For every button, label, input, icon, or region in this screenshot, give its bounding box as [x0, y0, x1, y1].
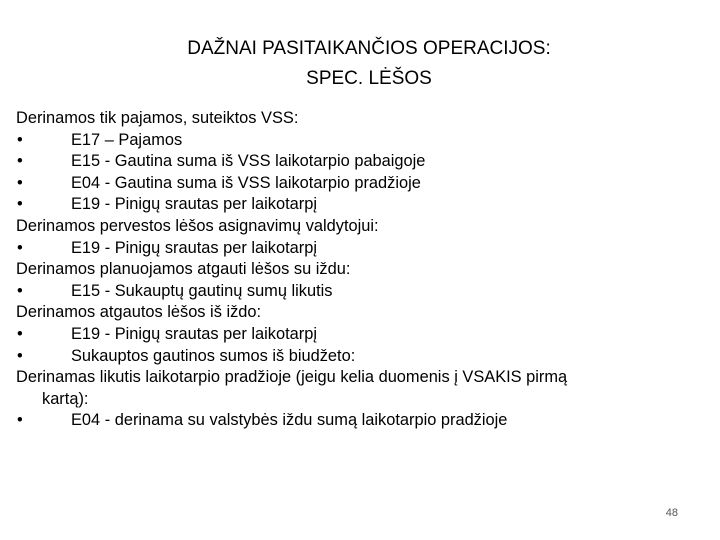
bullet-dot: •: [17, 238, 23, 257]
section-heading: Derinamos planuojamos atgauti lėšos su iždu:: [16, 260, 351, 279]
title-line-1: DAŽNAI PASITAIKANČIOS OPERACIJOS:: [187, 38, 551, 59]
bullet-dot: •: [17, 411, 23, 430]
bullet-item: • Sukauptos gautinos sumos iš biudžeto:: [16, 346, 706, 368]
bullet-dot: •: [17, 281, 23, 300]
bullet-item: • E17 – Pajamos: [16, 130, 706, 152]
slide-body: [16, 108, 706, 432]
bullet-dot: •: [17, 195, 23, 214]
bullet-dot: •: [17, 324, 23, 343]
section-heading: Derinamos atgautos lėšos iš iždo:: [16, 303, 262, 322]
section-heading-continuation: kartą):: [42, 389, 89, 408]
slide-title: [0, 34, 720, 94]
bullet-item: • E04 - derinama su valstybės iždu sumą laikotarpio pradžioje: [16, 410, 706, 432]
section-heading: Derinamos pervestos lėšos asignavimų valdytojui:: [16, 216, 379, 235]
title-line-2: SPEC. LĖŠOS: [306, 68, 432, 89]
bullet-dot: •: [17, 173, 23, 192]
bullet-item: • E19 - Pinigų srautas per laikotarpį: [16, 324, 706, 346]
bullet-dot: •: [17, 152, 23, 171]
section-heading: Derinamos tik pajamos, suteiktos VSS:: [16, 109, 299, 127]
bullet-dot: •: [17, 346, 23, 365]
section-heading: Derinamas likutis laikotarpio pradžioje (jeigu kelia duomenis į VSAKIS pirmą: [16, 368, 568, 387]
bullet-dot: •: [17, 130, 23, 149]
page-number: 48: [665, 507, 678, 519]
bullet-item: • E19 - Pinigų srautas per laikotarpį: [16, 238, 706, 260]
bullet-item: • E15 - Gautina suma iš VSS laikotarpio pabaigoje: [16, 151, 706, 173]
bullet-item: • E19 - Pinigų srautas per laikotarpį: [16, 194, 706, 216]
bullet-item: • E04 - Gautina suma iš VSS laikotarpio pradžioje: [16, 173, 706, 195]
bullet-item: • E15 - Sukauptų gautinų sumų likutis: [16, 281, 706, 303]
